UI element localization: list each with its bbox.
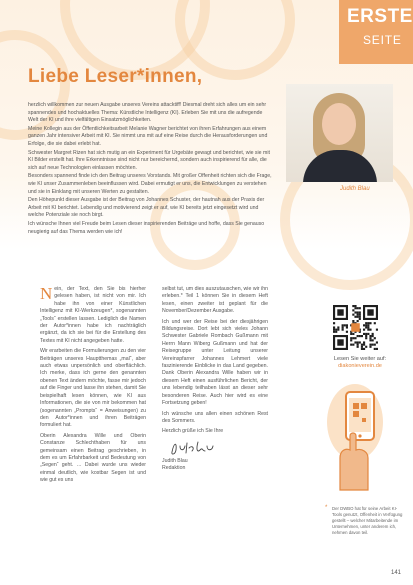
page-number: 141 xyxy=(391,570,402,576)
intro-paragraph: Ich wünsche Ihnen viel Freude beim Lesen dieser inspirierenden Beiträge und hoffe, dass Sie genauso neugierig auf das Thema werden wie ich! xyxy=(28,220,265,235)
closing-greeting: Herzlich grüße ich Sie Ihre xyxy=(162,428,224,435)
qr-label-text: Lesen Sie weiter auf: xyxy=(333,356,387,362)
article-paragraph: Ich und wer der Reise bei der diesjährigen Bildungsreise. Dort lebt sich vieles Johann Schwester Gabriele Rombach Gußmann mit Herrn Mann Wiberg Gußmann und hat der Reisegruppe unter Leitung unserer Vereinspfarrer Johannes Lehmert viele faszinierende Einblicke in das Land gegeben. Dank Oberin Alexandra Wille haben wir in diesem Heft einen ausführlichen Bericht, der uns lebendig teilhaben lässt an dieser sehr besonderen Reise. Auch hier wird es eine Fortsetzung geben! xyxy=(162,318,268,407)
qr-code[interactable] xyxy=(333,305,378,350)
smartphone-scan-icon xyxy=(318,378,398,492)
intro-paragraph: herzlich willkommen zur neuen Ausgabe unseres Vereins attacktiff! Diesmal dreht sich alles um ein sehr spannendes und hochaktuelles Thema: Künstliche Intelligenz (KI). Erleben Sie mit uns die aufregende Welt der KI und ihre vielfältigen Einsatzmöglichkeiten. xyxy=(28,102,267,124)
portrait-caption: Judith Blau xyxy=(340,186,370,192)
author-portrait xyxy=(286,84,393,182)
page-title: Liebe Leser*innen, xyxy=(28,66,203,87)
section-tag-line2: SEITE xyxy=(363,33,402,47)
article-paragraph: Ich wünsche uns allen einen schönen Rest des Sommers. xyxy=(162,410,268,424)
article-column-left xyxy=(40,286,146,488)
article-paragraph: selbst tut, um dies auszutauschen, wie wir ihn erleben.* Teil 1 können Sie in diesem Heft lesen, einen zweiter ist geplant für die November/Dezember Ausgabe. xyxy=(162,286,268,315)
intro-paragraph: Den Höhepunkt dieser Ausgabe ist der Beitrag von Johannes Schuster, der hautnah aus der Praxis der Arbeit mit KI berichtet. Lebendig und motivierend zeigt er auf, wie KI bereits jetzt eingesetzt wird und welche Potenziale sie noch birgt. xyxy=(28,197,265,219)
article-column-right xyxy=(162,286,268,473)
article-paragraph-text: ein, der Text, den Sie bis hierher gelesen haben, ist nicht von mir. Ich habe ihn von einer Künstlichen Intelligenz mit KI-Werkzeugen*, sogenannten „Tools“ erstellen lassen. Lediglich die Namen der Autor*innen habe ich nachträglich ergänzt, da ich sie bei für die Erstellung des Textes mit KI nicht angegeben hatte. xyxy=(40,286,146,344)
article-paragraph: Oberin Alexandra Wille und Oberin Constanze Schlechthaben für uns gemeinsam einen Beitrag geschrieben, in dem es um Erfahrbarkeit und Bedeutung von „Segen“ geht. … Dabei wurde uns wieder einmal deutlich, wie kostbar Segen ist und wie gut es uns xyxy=(40,432,146,484)
footnote-text: Der DWBO hat für seine Arbeit KI-Tools genutzt, Offenheit in Verfügung gestellt – welcher Mitarbeitende im Unternehmen, unter anderem ich, nehmen davon teil. xyxy=(332,506,403,535)
portrait-body xyxy=(303,150,377,182)
section-tag-line1: ERSTE xyxy=(347,6,413,27)
drop-cap: N xyxy=(40,284,53,303)
footnote-marker: * xyxy=(325,505,328,511)
section-tag xyxy=(339,0,413,64)
intro-text xyxy=(28,102,273,237)
signature-role: Redaktion xyxy=(162,465,186,472)
website-link[interactable]: diakonieverein.de xyxy=(338,363,382,369)
signature-image xyxy=(168,439,218,457)
signature-name: Judith Blau xyxy=(162,457,188,464)
article-paragraph xyxy=(40,286,146,345)
intro-paragraph: Besonders spannend finde ich den Beitrag unseres Vorstands. Mit großer Offenheit richten sich die Frage, wie KI unser Zusammenleben beeinflussen wird. Dabei ermutigt er uns, die Entwicklungen zu verstehen und sie in Einklang mit unseren Werten zu gestalten. xyxy=(28,173,272,195)
intro-paragraph: Meine Kollegin aus der Öffentlichkeitsarbeit Melanie Wagner berichtet von ihren Erfahrungen aus einem ganzen Jahr intensiver Arbeit mit KI. Sie nimmt uns mit auf eine Reise durch die Herausforderungen und Erfolge, die sie dabei erlebt hat. xyxy=(28,125,268,147)
qr-label xyxy=(320,356,400,370)
article-paragraph: Wir erarbeiten die Formulierungen zu den vier Beiträgen unseres Hauptthemas „mal“, aber auch etwas unpersönlich und oberflächlich. Ich merke, dass ich gerne den genannten obenen Text ändern möchte, fasse mir jedoch auf die Finger und lasse ihn stehen, damit Sie beispielhaft lesen können, wie KI aus Informationen, die sie von mir bekommen hat (sogenannten „Prompts“ = Anweisungen) zu den Autor*innen und ihren Beiträgen formuliert hat. xyxy=(40,348,146,429)
portrait-face xyxy=(322,103,356,145)
intro-paragraph: Schwester Margret Rizen hat sich mutig an ein Experiment für Urgebäte gewagt und berichtet, wie sie mit KI Bilder erstellt hat. Ihre Erkenntnisse sind nicht nur bereichernd, sondern auch inspirierend für alle, die sich auf neue Technologien einlassen möchten. xyxy=(28,149,270,171)
